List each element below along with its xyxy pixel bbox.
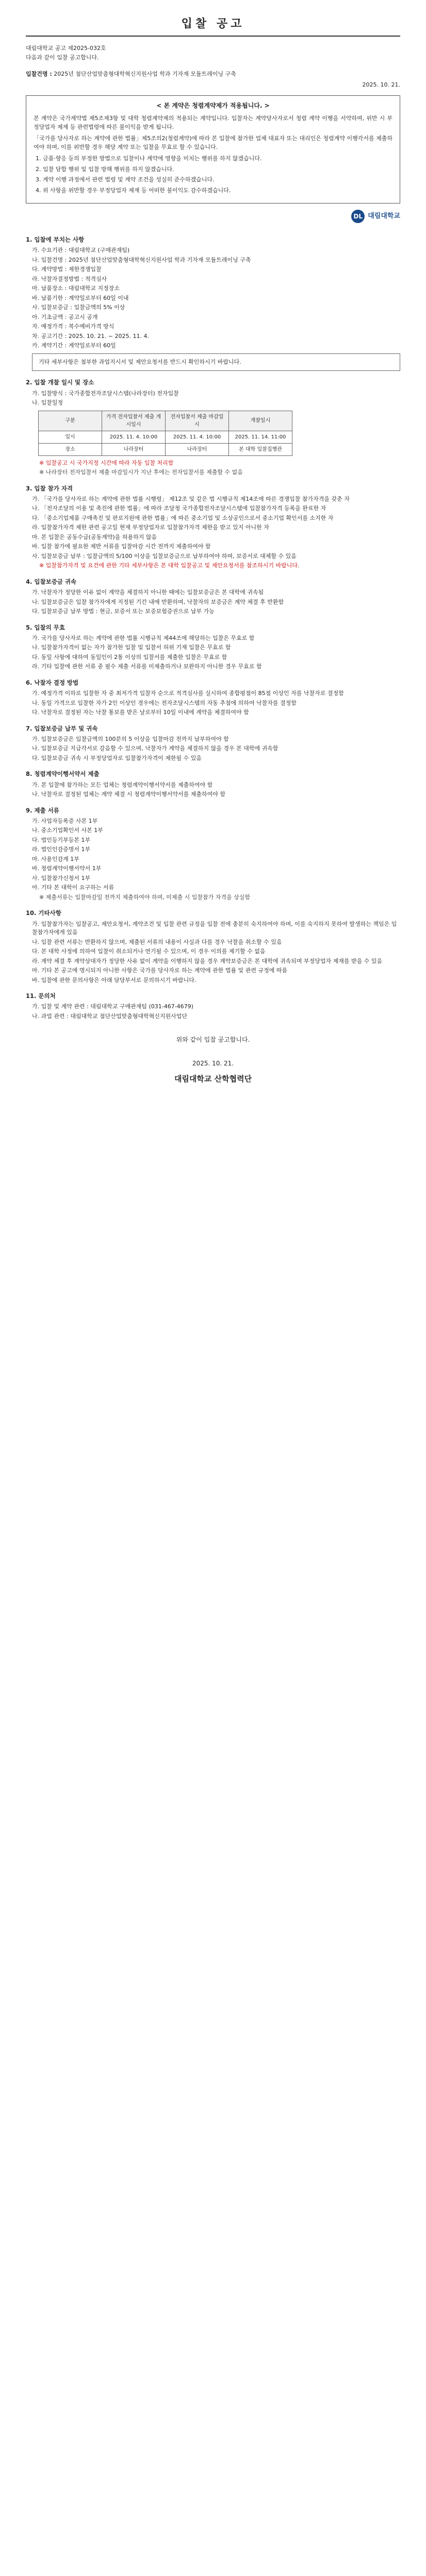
- section-line: 다. 계약방법 : 제한경쟁입찰: [32, 266, 102, 273]
- table-cell: 장소: [39, 443, 102, 455]
- section-title: 9. 제출 서류: [26, 806, 59, 814]
- section-line: 마. 납품장소 : 대림대학교 지정장소: [32, 285, 120, 292]
- table-header: 개찰일시: [229, 411, 292, 431]
- section-box-note: 기타 세부사항은 첨부한 과업지시서 및 제안요청서를 반드시 확인하시기 바랍니다.: [32, 353, 400, 371]
- integrity-paragraph-1: 본 계약은 국가계약법 제5조제3항 및 대학 청렴계약제의 적용되는 계약입니다. 입찰자는 계약당사자로서 청렴 계약 이행을 서약하며, 위반 시 부정당업자 제재 등 관련법령에 따른 불이익을 받게 됩니다.: [34, 115, 392, 130]
- section-line: 가. 입찰보증금은 입찰금액의 100분의 5 이상을 입찰마감 전까지 납부하여야 함: [32, 735, 229, 742]
- section-line: 다. 동일 사항에 대하여 동일인이 2통 이상의 입찰서를 제출한 입찰은 무효로 함: [32, 653, 227, 660]
- section-line: 바. 청렴계약이행서약서 1부: [32, 865, 102, 872]
- section-line: 나. 입찰보증금은 입찰 참가자에게 지정된 기간 내에 반환하며, 낙찰자의 보증금은 계약 체결 후 반환함: [32, 598, 284, 605]
- section-title: 4. 입찰보증금 귀속: [26, 578, 77, 585]
- integrity-item: 4. 위 사항을 위반할 경우 부정당업자 제재 등 어떠한 불이익도 감수하겠습니다.: [43, 187, 392, 195]
- section-title: 3. 입찰 참가 자격: [26, 484, 73, 492]
- section-line: 다. 입찰보증금 귀속 시 부정당업자로 입찰참가자격이 제한될 수 있음: [32, 754, 202, 761]
- emblem-icon: DL: [351, 210, 365, 223]
- section-line: 가. 수요기관 : 대림대학교 (구매관재팀): [32, 247, 130, 254]
- table-header: 가격 전자입찰서 제출 개시일시: [102, 411, 166, 431]
- integrity-box: [26, 95, 400, 204]
- section-title: 8. 청렴계약이행서약서 제출: [26, 770, 100, 778]
- table-row: [39, 443, 292, 455]
- section-line: 사. 입찰보증금 납부 : 입찰금액의 5/100 이상을 입찰보증금으로 납부하여야 하며, 보증서로 대체할 수 있음: [32, 552, 297, 560]
- section-line: 나. 입찰일정: [32, 399, 63, 406]
- section-line: 가. 국가를 당사자로 하는 계약에 관한 법률 시행규칙 제44조에 해당하는 입찰은 무효로 함: [32, 634, 255, 641]
- section-title: 7. 입찰보증금 납부 및 귀속: [26, 724, 98, 732]
- section-line: 다. 본 대학 사정에 의하여 입찰이 취소되거나 연기될 수 있으며, 이 경우 이의를 제기할 수 없음: [32, 948, 266, 955]
- table-cell: 2025. 11. 4. 10:00: [102, 431, 166, 443]
- section-line: 사. 입찰참가신청서 1부: [32, 874, 91, 882]
- table-header: 전자입찰서 제출 마감일시: [166, 411, 229, 431]
- section-line: 가. 낙찰자가 정당한 이유 없이 계약을 체결하지 아니한 때에는 입찰보증금은 본 대학에 귀속됨: [32, 589, 264, 596]
- intro: [26, 70, 400, 79]
- section-line: 나. 중소기업확인서 사본 1부: [32, 827, 103, 834]
- section-line: 다. 「중소기업제품 구매촉진 및 판로지원에 관한 법률」에 따른 중소기업 및 소상공인으로서 중소기업 확인서를 소지한 자: [32, 514, 334, 521]
- integrity-box-title: < 본 계약은 청렴계약제가 적용됩니다. >: [156, 102, 270, 110]
- section-line: 사. 입찰보증금 : 입찰금액의 5% 이상: [32, 304, 125, 311]
- section-line: 나. 과업 관련 : 대림대학교 첨단산업맞춤형대학혁신지원사업단: [32, 1012, 187, 1020]
- integrity-item: 2. 입찰 담합 행위 및 입찰 방해 행위를 하지 않겠습니다.: [43, 165, 392, 174]
- page: [0, 0, 426, 1116]
- section-line: 아. 기초금액 : 공고시 공개: [32, 313, 98, 320]
- section-note: ※ 제출서류는 입찰마감일 전까지 제출하여야 하며, 미제출 시 입찰참가 자격을 상실함: [39, 893, 250, 901]
- table-header: 구분: [39, 411, 102, 431]
- integrity-paragraph-2: 「국가를 당사자로 하는 계약에 관한 법률」제5조의2(청렴계약)에 따라 본 입찰에 참가한 업체 대표자 또는 대리인은 청렴계약 이행각서를 제출하여야 하며, 이를 위반할 경우 해당 계약 또는 입찰을 무효로 할 수 있습니다.: [34, 135, 392, 150]
- section-line: 가. 입찰방식 : 국가종합전자조달시스템(나라장터) 전자입찰: [32, 389, 179, 397]
- section-line: 자. 예정가격 : 복수예비가격 방식: [32, 323, 114, 330]
- section-title: 10. 기타사항: [26, 909, 61, 917]
- table-cell: 나라장터: [102, 443, 166, 455]
- table-cell: 일시: [39, 431, 102, 443]
- notice-number: 대림대학교 공고 제2025-032호: [26, 45, 106, 52]
- section-line: 다. 법인등기부등본 1부: [32, 836, 91, 843]
- closing-organization: 대림대학교 산학협력단: [174, 1074, 252, 1084]
- intro-label: 입찰건명 :: [26, 71, 52, 78]
- section-line: 라. 계약 체결 후 계약상대자가 정당한 사유 없이 계약을 이행하지 않을 경우 계약보증금은 본 대학에 귀속되며 부정당업자 제재를 받을 수 있음: [32, 957, 383, 964]
- section-line: 라. 법인인감증명서 1부: [32, 846, 91, 853]
- section-line: 가. 입찰참가자는 입찰공고, 제안요청서, 계약조건 및 입찰 관련 규정을 입찰 전에 충분히 숙지하여야 하며, 이를 숙지하지 못하여 발생하는 책임은 입찰참가자에게 있음: [32, 920, 397, 936]
- table-row: [39, 431, 292, 443]
- section-title: 1. 입찰에 부치는 사항: [26, 236, 85, 244]
- section-title: 5. 입찰의 무효: [26, 623, 65, 631]
- table-cell: 본 대학 입찰집행관: [229, 443, 292, 455]
- table-row: [39, 411, 292, 431]
- section-line: 가. 「국가를 당사자로 하는 계약에 관한 법률 시행령」 제12조 및 같은 법 시행규칙 제14조에 따른 경쟁입찰 참가자격을 갖춘 자: [32, 495, 350, 502]
- section-title: 11. 문의처: [26, 992, 56, 1000]
- section-line: 마. 기타 본 공고에 명시되지 아니한 사항은 국가를 당사자로 하는 계약에 관한 법률 및 관련 규정에 따름: [32, 967, 288, 974]
- section-line: 아. 기타 본 대학이 요구하는 서류: [32, 884, 114, 891]
- section-line: 나. 입찰보증금 지급각서로 갈음할 수 있으며, 낙찰자가 계약을 체결하지 않을 경우 본 대학에 귀속함: [32, 745, 278, 752]
- section-note: ※ 입찰공고 시 국가지정 시간에 따라 자동 입찰 처리함: [39, 459, 174, 466]
- section-line: 바. 납품기한 : 계약일로부터 60일 이내: [32, 294, 129, 301]
- section-line: 나. 입찰참가자격이 없는 자가 참가한 입찰 및 입찰서 허위 기재 입찰은 무효로 함: [32, 644, 231, 651]
- section-line: 나. 입찰 관련 서류는 반환하지 않으며, 제출된 서류의 내용이 사실과 다를 경우 낙찰을 취소할 수 있음: [32, 938, 282, 945]
- section-line: 라. 낙찰자결정방법 : 적격심사: [32, 275, 107, 282]
- notice-subtitle: 다음과 같이 입찰 공고합니다.: [26, 54, 99, 61]
- section-line: 라. 기타 입찰에 관한 서류 중 필수 제출 서류를 미제출하거나 보완하지 아니한 경우 무효로 함: [32, 663, 262, 670]
- section-line: 다. 입찰보증금 납부 방법 : 현금, 보증서 또는 보증보험증권으로 납부 가능: [32, 608, 215, 615]
- section-line: 마. 사용인감계 1부: [32, 855, 79, 862]
- section-line: 나. 동일 가격으로 입찰한 자가 2인 이상인 경우에는 전자조달시스템의 자동 추첨에 의하여 낙찰자를 결정함: [32, 699, 297, 706]
- section-title: 2. 입찰 개찰 일시 및 장소: [26, 379, 94, 386]
- integrity-item: 3. 계약 이행 과정에서 관련 법령 및 계약 조건을 성실히 준수하겠습니다.: [43, 176, 392, 184]
- section-line: 나. 입찰건명 : 2025년 첨단산업맞춤형대학혁신지원사업 학과 기자재 모듈트레이닝 구축: [32, 256, 251, 263]
- section-note: ※ 입찰참가자격 및 요건에 관한 기타 세부사항은 본 대학 입찰공고 및 제안요청서를 참조하시기 바랍니다.: [39, 562, 300, 569]
- integrity-item: 1. 금품·향응 등의 부정한 방법으로 입찰이나 계약에 영향을 미치는 행위를 하지 않겠습니다.: [43, 155, 392, 163]
- section-line: 나. 「전자조달의 이용 및 촉진에 관한 법률」에 따라 조달청 국가종합전자조달시스템에 입찰참가자격 등록을 완료한 자: [32, 505, 326, 512]
- section-line: 가. 본 입찰에 참가하는 모든 업체는 청렴계약이행서약서를 제출하여야 함: [32, 781, 213, 788]
- table-cell: 2025. 11. 4. 10:00: [166, 431, 229, 443]
- intro-text: 2025년 첨단산업맞춤형대학혁신지원사업 학과 기자재 모듈트레이닝 구축: [54, 71, 236, 78]
- section-line: 바. 입찰에 관한 문의사항은 아래 담당부서로 문의하시기 바랍니다.: [32, 976, 196, 984]
- title-divider: [26, 36, 400, 37]
- section-line: 바. 입찰 참가에 필요한 제반 서류를 입찰마감 시간 전까지 제출하여야 함: [32, 543, 211, 550]
- section-line: 가. 예정가격 이하로 입찰한 자 중 최저가격 입찰자 순으로 적격심사를 실시하여 종합평점이 85점 이상인 자를 낙찰자로 결정함: [32, 690, 344, 697]
- section-line: 가. 입찰 및 계약 관련 : 대림대학교 구매관재팀 (031-467-4679): [32, 1003, 193, 1010]
- section-line: 마. 본 입찰은 공동수급(공동계약)을 허용하지 않음: [32, 533, 157, 540]
- page-title: 입찰 공고: [181, 18, 245, 30]
- table-cell: 나라장터: [166, 443, 229, 455]
- table-cell: 2025. 11. 14. 11:00: [229, 431, 292, 443]
- section-line: 카. 계약기간 : 계약일로부터 60일: [32, 342, 116, 349]
- section-title: 6. 낙찰자 결정 방법: [26, 679, 79, 686]
- closing-note: 위와 같이 입찰 공고합니다.: [176, 1036, 250, 1044]
- intro-date: 2025. 10. 21.: [362, 81, 400, 88]
- section-line: 가. 사업자등록증 사본 1부: [32, 817, 98, 824]
- section-line: 차. 공고기간 : 2025. 10. 21. ~ 2025. 11. 4.: [32, 332, 149, 340]
- section-line: 라. 입찰참가자격 제한 관련 공고일 현재 부정당업자로 입찰참가자격 제한을 받고 있지 아니한 자: [32, 524, 269, 531]
- logo-row: [26, 208, 400, 228]
- schedule-table: [38, 411, 292, 456]
- section-line: 나. 낙찰자로 결정된 업체는 계약 체결 시 청렴계약이행서약서를 제출하여야 함: [32, 791, 225, 798]
- logo-text: 대림대학교: [368, 212, 400, 221]
- section-line: 다. 낙찰자로 결정된 자는 낙찰 통보를 받은 날로부터 10일 이내에 계약을 체결하여야 함: [32, 709, 249, 716]
- closing-date: 2025. 10. 21.: [192, 1060, 234, 1067]
- section-note: ※ 나라장터 전자입찰서 제출 마감일시가 지난 후에는 전자입찰서를 제출할 수 없음: [39, 469, 243, 476]
- integrity-list: [34, 155, 392, 195]
- university-logo: [351, 210, 400, 223]
